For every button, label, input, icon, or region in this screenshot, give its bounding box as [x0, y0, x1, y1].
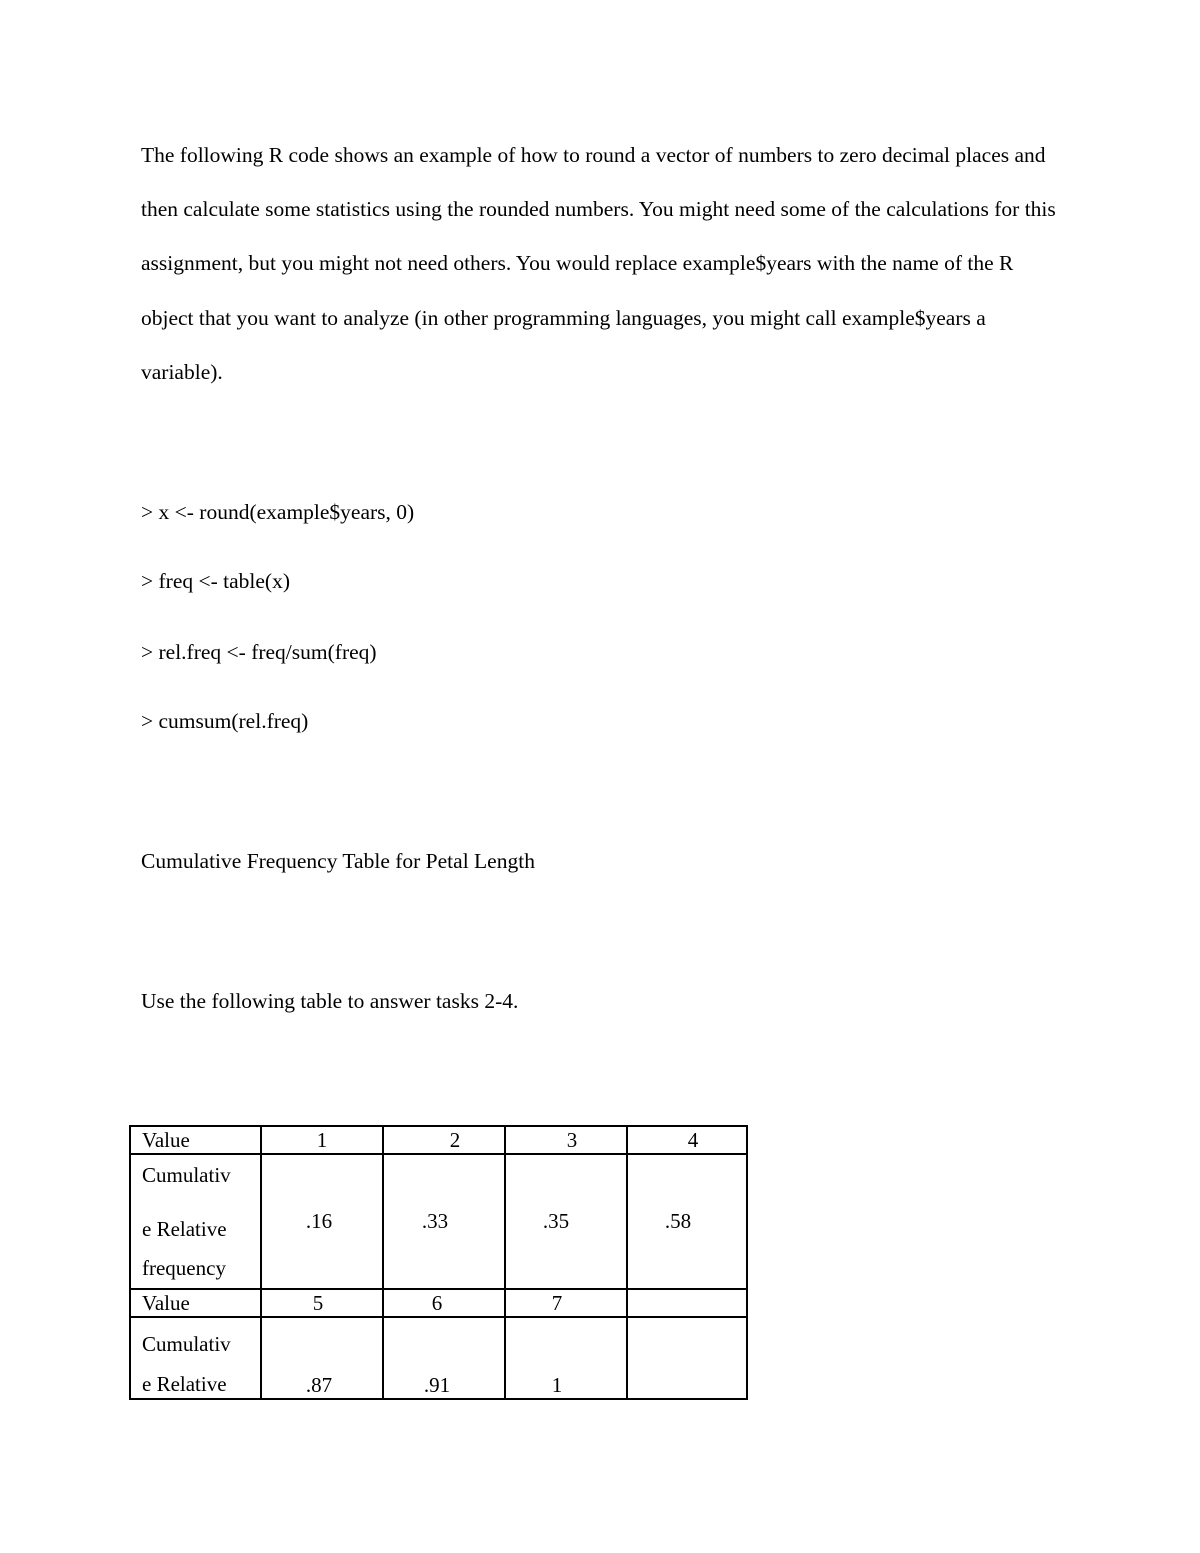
- intro-paragraph: The following R code shows an example of how to round a vector of numbers to zero decimal places and then calculate some statistics using the rounded numbers. You might need some of the calculations for this assignment, but you might not need others. You would replace example$years with the name of the R object that you want to analyze (in other programming languages, you might call example$years a variable).: [141, 143, 1056, 384]
- value-label-cell: Value: [130, 1126, 261, 1154]
- label-line: Cumulativ: [142, 1332, 231, 1356]
- code-line-table: > freq <- table(x): [141, 569, 290, 593]
- code-line-round: > x <- round(example$years, 0): [141, 500, 415, 524]
- empty-cell: [627, 1289, 747, 1317]
- cumulative-relative-label: [142, 1317, 260, 1397]
- value-cell: 3: [505, 1126, 627, 1154]
- value-cell: 5: [261, 1289, 383, 1317]
- cumulative-relative-label-cell: [130, 1317, 261, 1399]
- cumulative-value-cell: .87: [261, 1317, 383, 1399]
- table-row: [130, 1317, 747, 1399]
- cumulative-value-cell: .91: [383, 1317, 505, 1399]
- cumulative-value-cell: 1: [505, 1317, 627, 1399]
- cumulative-value-cell: .16: [261, 1154, 383, 1289]
- value-cell: 6: [383, 1289, 505, 1317]
- code-line-rel-freq: > rel.freq <- freq/sum(freq): [141, 640, 377, 664]
- table-row: [130, 1126, 747, 1154]
- cumulative-frequency-table: [129, 1125, 748, 1400]
- instruction-text: Use the following table to answer tasks 2-4.: [141, 989, 519, 1013]
- cumulative-relative-label: [142, 1154, 260, 1281]
- table-row: [130, 1154, 747, 1289]
- value-label-cell: Value: [130, 1289, 261, 1317]
- table-title: Cumulative Frequency Table for Petal Length: [141, 849, 535, 873]
- label-line: frequency: [142, 1256, 226, 1280]
- label-line: e Relative: [142, 1217, 227, 1241]
- value-cell: 2: [383, 1126, 505, 1154]
- label-line: e Relative: [142, 1372, 227, 1396]
- table-row: [130, 1289, 747, 1317]
- cumulative-value-cell: .33: [383, 1154, 505, 1289]
- label-line: Cumulativ: [142, 1163, 231, 1187]
- cumulative-value-cell: .35: [505, 1154, 627, 1289]
- code-line-cumsum: > cumsum(rel.freq): [141, 709, 309, 733]
- cumulative-relative-label-cell: [130, 1154, 261, 1289]
- value-cell: 4: [627, 1126, 747, 1154]
- empty-cell: [627, 1317, 747, 1399]
- cumulative-value-cell: .58: [627, 1154, 747, 1289]
- value-cell: 7: [505, 1289, 627, 1317]
- value-cell: 1: [261, 1126, 383, 1154]
